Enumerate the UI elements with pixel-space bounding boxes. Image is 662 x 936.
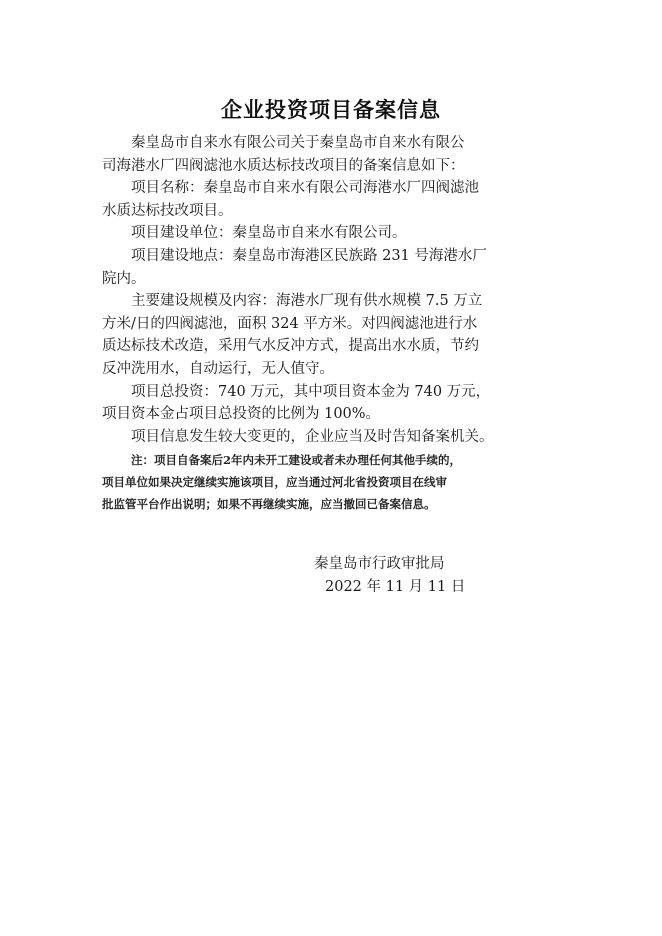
document-body bbox=[102, 132, 572, 515]
issue-date: 2022 年 11 月 11 日 bbox=[325, 579, 466, 595]
paragraph-line: 质达标技术改造，采用气水反冲方式，提高出水水质，节约 bbox=[102, 338, 479, 355]
paragraph-line: 项目总投资：740 万元，其中项目资本金为 740 万元， bbox=[131, 383, 491, 400]
paragraph-line: 主要建设规模及内容：海港水厂现有供水规模 7.5 万立 bbox=[131, 293, 483, 310]
paragraph-construction-site bbox=[102, 245, 572, 290]
paragraph-construction-unit bbox=[102, 222, 572, 245]
paragraph-line: 项目名称：秦皇岛市自来水有限公司海港水厂四阀滤池 bbox=[131, 180, 479, 197]
footnote-line: 批监管平台作出说明；如果不再继续实施，应当撤回已备案信息。 bbox=[102, 497, 436, 512]
paragraph-scale-content bbox=[102, 290, 572, 380]
issuing-organization: 秦皇岛市行政审批局 bbox=[314, 556, 445, 572]
paragraph-line: 水质达标技改项目。 bbox=[102, 202, 233, 219]
paragraph-line: 项目建设单位：秦皇岛市自来水有限公司。 bbox=[131, 225, 407, 242]
paragraph-total-investment bbox=[102, 381, 572, 426]
paragraph-line: 司海港水厂四阀滤池水质达标技改项目的备案信息如下： bbox=[102, 157, 465, 174]
footnote bbox=[102, 449, 572, 515]
signature-block bbox=[300, 553, 500, 599]
document-title: 企业投资项目备案信息 bbox=[221, 98, 441, 122]
footnote-line: 注：项目自备案后2年内未开工建设或者未办理任何其他手续的， bbox=[131, 453, 461, 468]
paragraph-change-notice bbox=[102, 426, 572, 449]
footnote-line: 项目单位如果决定继续实施该项目，应当通过河北省投资项目在线审 bbox=[102, 475, 447, 490]
paragraph-line: 院内。 bbox=[102, 270, 146, 287]
paragraph-project-name bbox=[102, 177, 572, 222]
paragraph-line: 反冲洗用水，自动运行，无人值守。 bbox=[102, 360, 334, 377]
paragraph-line: 项目信息发生较大变更的，企业应当及时告知备案机关。 bbox=[131, 428, 494, 445]
paragraph-line: 方米/日的四阀滤池，面积 324 平方米。对四阀滤池进行水 bbox=[102, 315, 478, 332]
paragraph-line: 项目资本金占项目总投资的比例为 100%。 bbox=[102, 406, 381, 423]
paragraph-intro bbox=[102, 132, 572, 177]
paragraph-line: 项目建设地点：秦皇岛市海港区民族路 231 号海港水厂 bbox=[131, 247, 487, 264]
paragraph-line: 秦皇岛市自来水有限公司关于秦皇岛市自来水有限公 bbox=[131, 135, 465, 151]
